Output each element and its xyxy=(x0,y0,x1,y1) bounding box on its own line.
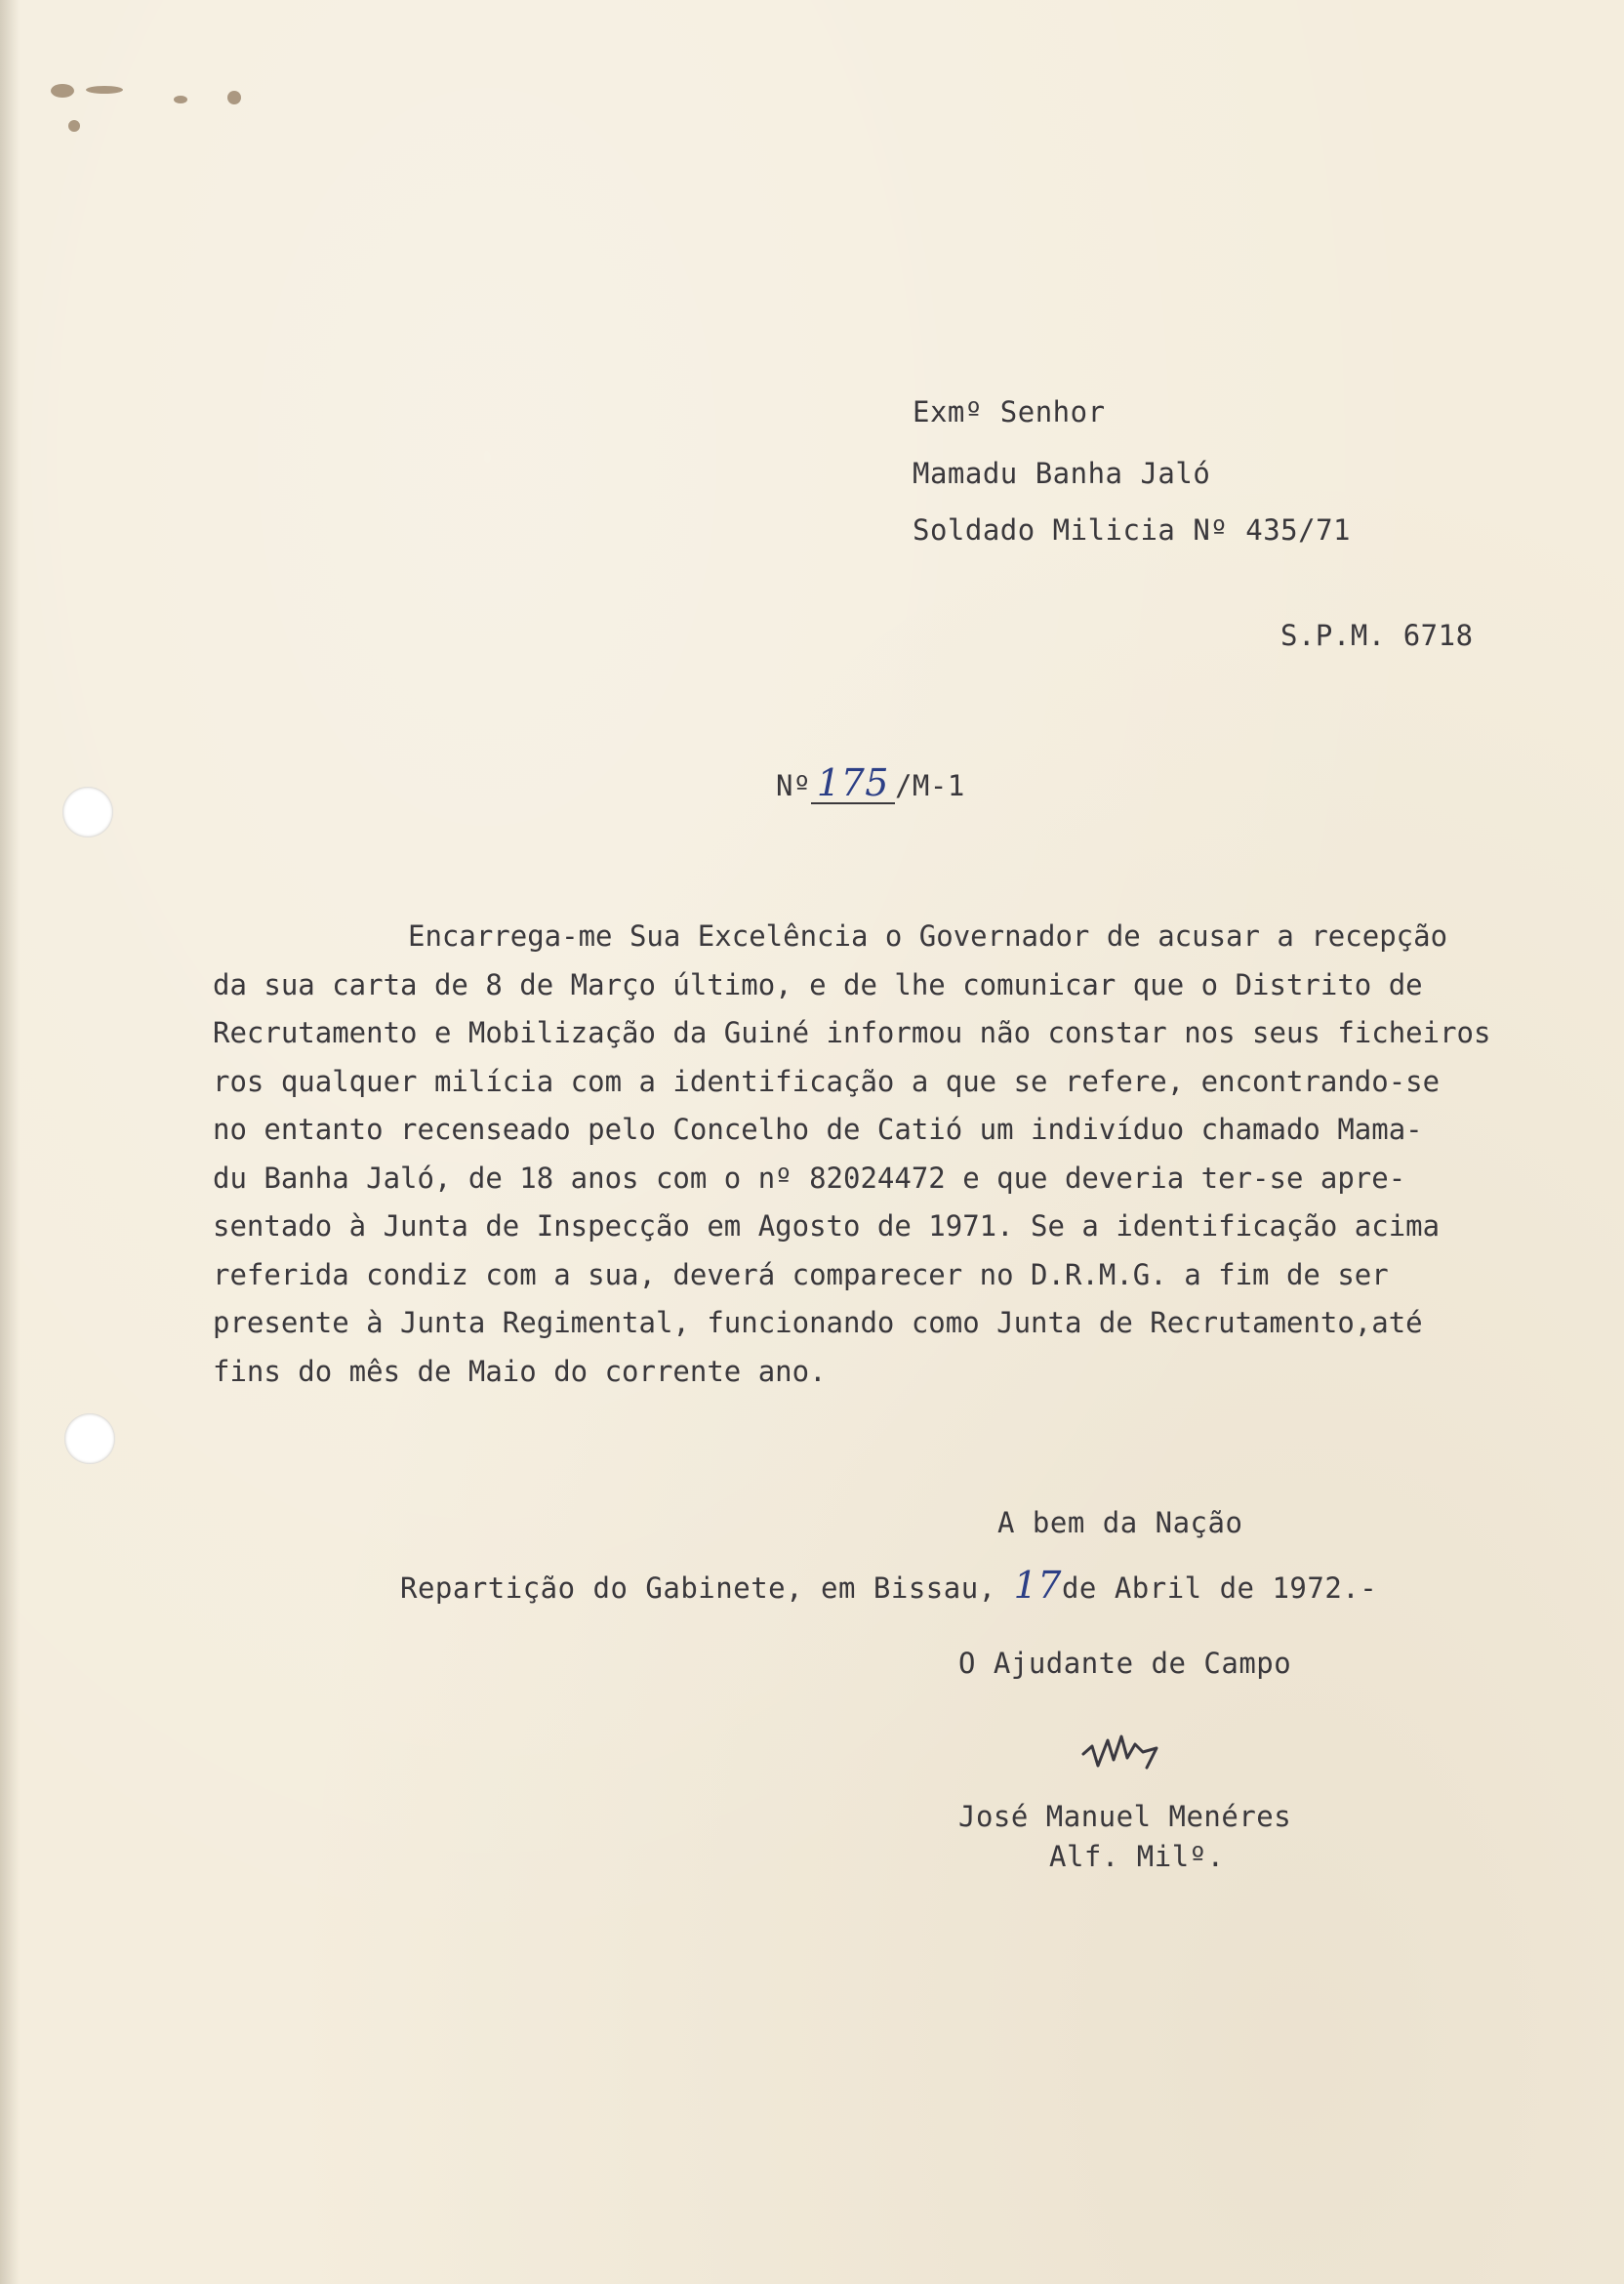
rust-stain xyxy=(86,86,123,94)
letter-body xyxy=(213,913,1618,1396)
recipient-name: Mamadu Banha Jaló xyxy=(913,457,1211,490)
closing-place: Repartição do Gabinete, em Bissau, xyxy=(400,1571,996,1605)
punch-hole-top xyxy=(62,787,113,837)
punch-hole-bottom xyxy=(64,1413,115,1464)
body-line: sentado à Junta de Inspecção em Agosto de 1971. Se a identificação acima xyxy=(213,1209,1441,1243)
closing-handwritten-day: 17 xyxy=(1013,1564,1062,1607)
closing-date-suffix: de Abril de 1972.- xyxy=(1061,1571,1378,1605)
reference-blank xyxy=(811,761,895,804)
recipient-salutation: Exmº Senhor xyxy=(913,395,1106,428)
body-line: ros qualquer milícia com a identificação a que se refere, encontrando-se xyxy=(213,1064,1441,1098)
body-line: du Banha Jaló, de 18 anos com o nº 82024472 e que deveria ter-se apre- xyxy=(213,1161,1406,1195)
signer-name: José Manuel Menéres xyxy=(958,1800,1292,1833)
rust-stain xyxy=(51,84,74,98)
body-line: presente à Junta Regimental, funcionando como Junta de Recrutamento,até xyxy=(213,1306,1423,1339)
recipient-postal: S.P.M. 6718 xyxy=(1280,619,1474,652)
closing-role: O Ajudante de Campo xyxy=(958,1647,1292,1680)
closing-place-date xyxy=(400,1564,1377,1607)
reference-handwritten-number: 175 xyxy=(816,761,889,804)
closing-motto: A bem da Nação xyxy=(997,1506,1243,1539)
paper-edge-shadow xyxy=(0,0,20,2284)
signer-rank: Alf. Milº. xyxy=(1049,1840,1225,1873)
body-line: fins do mês de Maio do corrente ano. xyxy=(213,1354,827,1388)
body-line: Recrutamento e Mobilização da Guiné informou não constar nos seus ficheiros xyxy=(213,1016,1491,1049)
rust-stain xyxy=(68,120,80,132)
reference-suffix: /M-1 xyxy=(894,769,965,802)
rust-stain xyxy=(227,91,241,104)
reference-number xyxy=(776,761,965,804)
body-line: referida condiz com a sua, deverá comparecer no D.R.M.G. a fim de ser xyxy=(213,1257,1389,1291)
rust-stain xyxy=(174,96,187,103)
body-line: no entanto recenseado pelo Concelho de Catió um indivíduo chamado Mama- xyxy=(213,1113,1423,1146)
body-line: Encarrega-me Sua Excelência o Governador de acusar a recepção xyxy=(408,919,1448,953)
handwritten-signature xyxy=(1078,1723,1196,1781)
recipient-rank: Soldado Milicia Nº 435/71 xyxy=(913,513,1351,547)
body-line: da sua carta de 8 de Março último, e de lhe comunicar que o Distrito de xyxy=(213,967,1423,1001)
reference-prefix: Nº xyxy=(776,769,811,802)
